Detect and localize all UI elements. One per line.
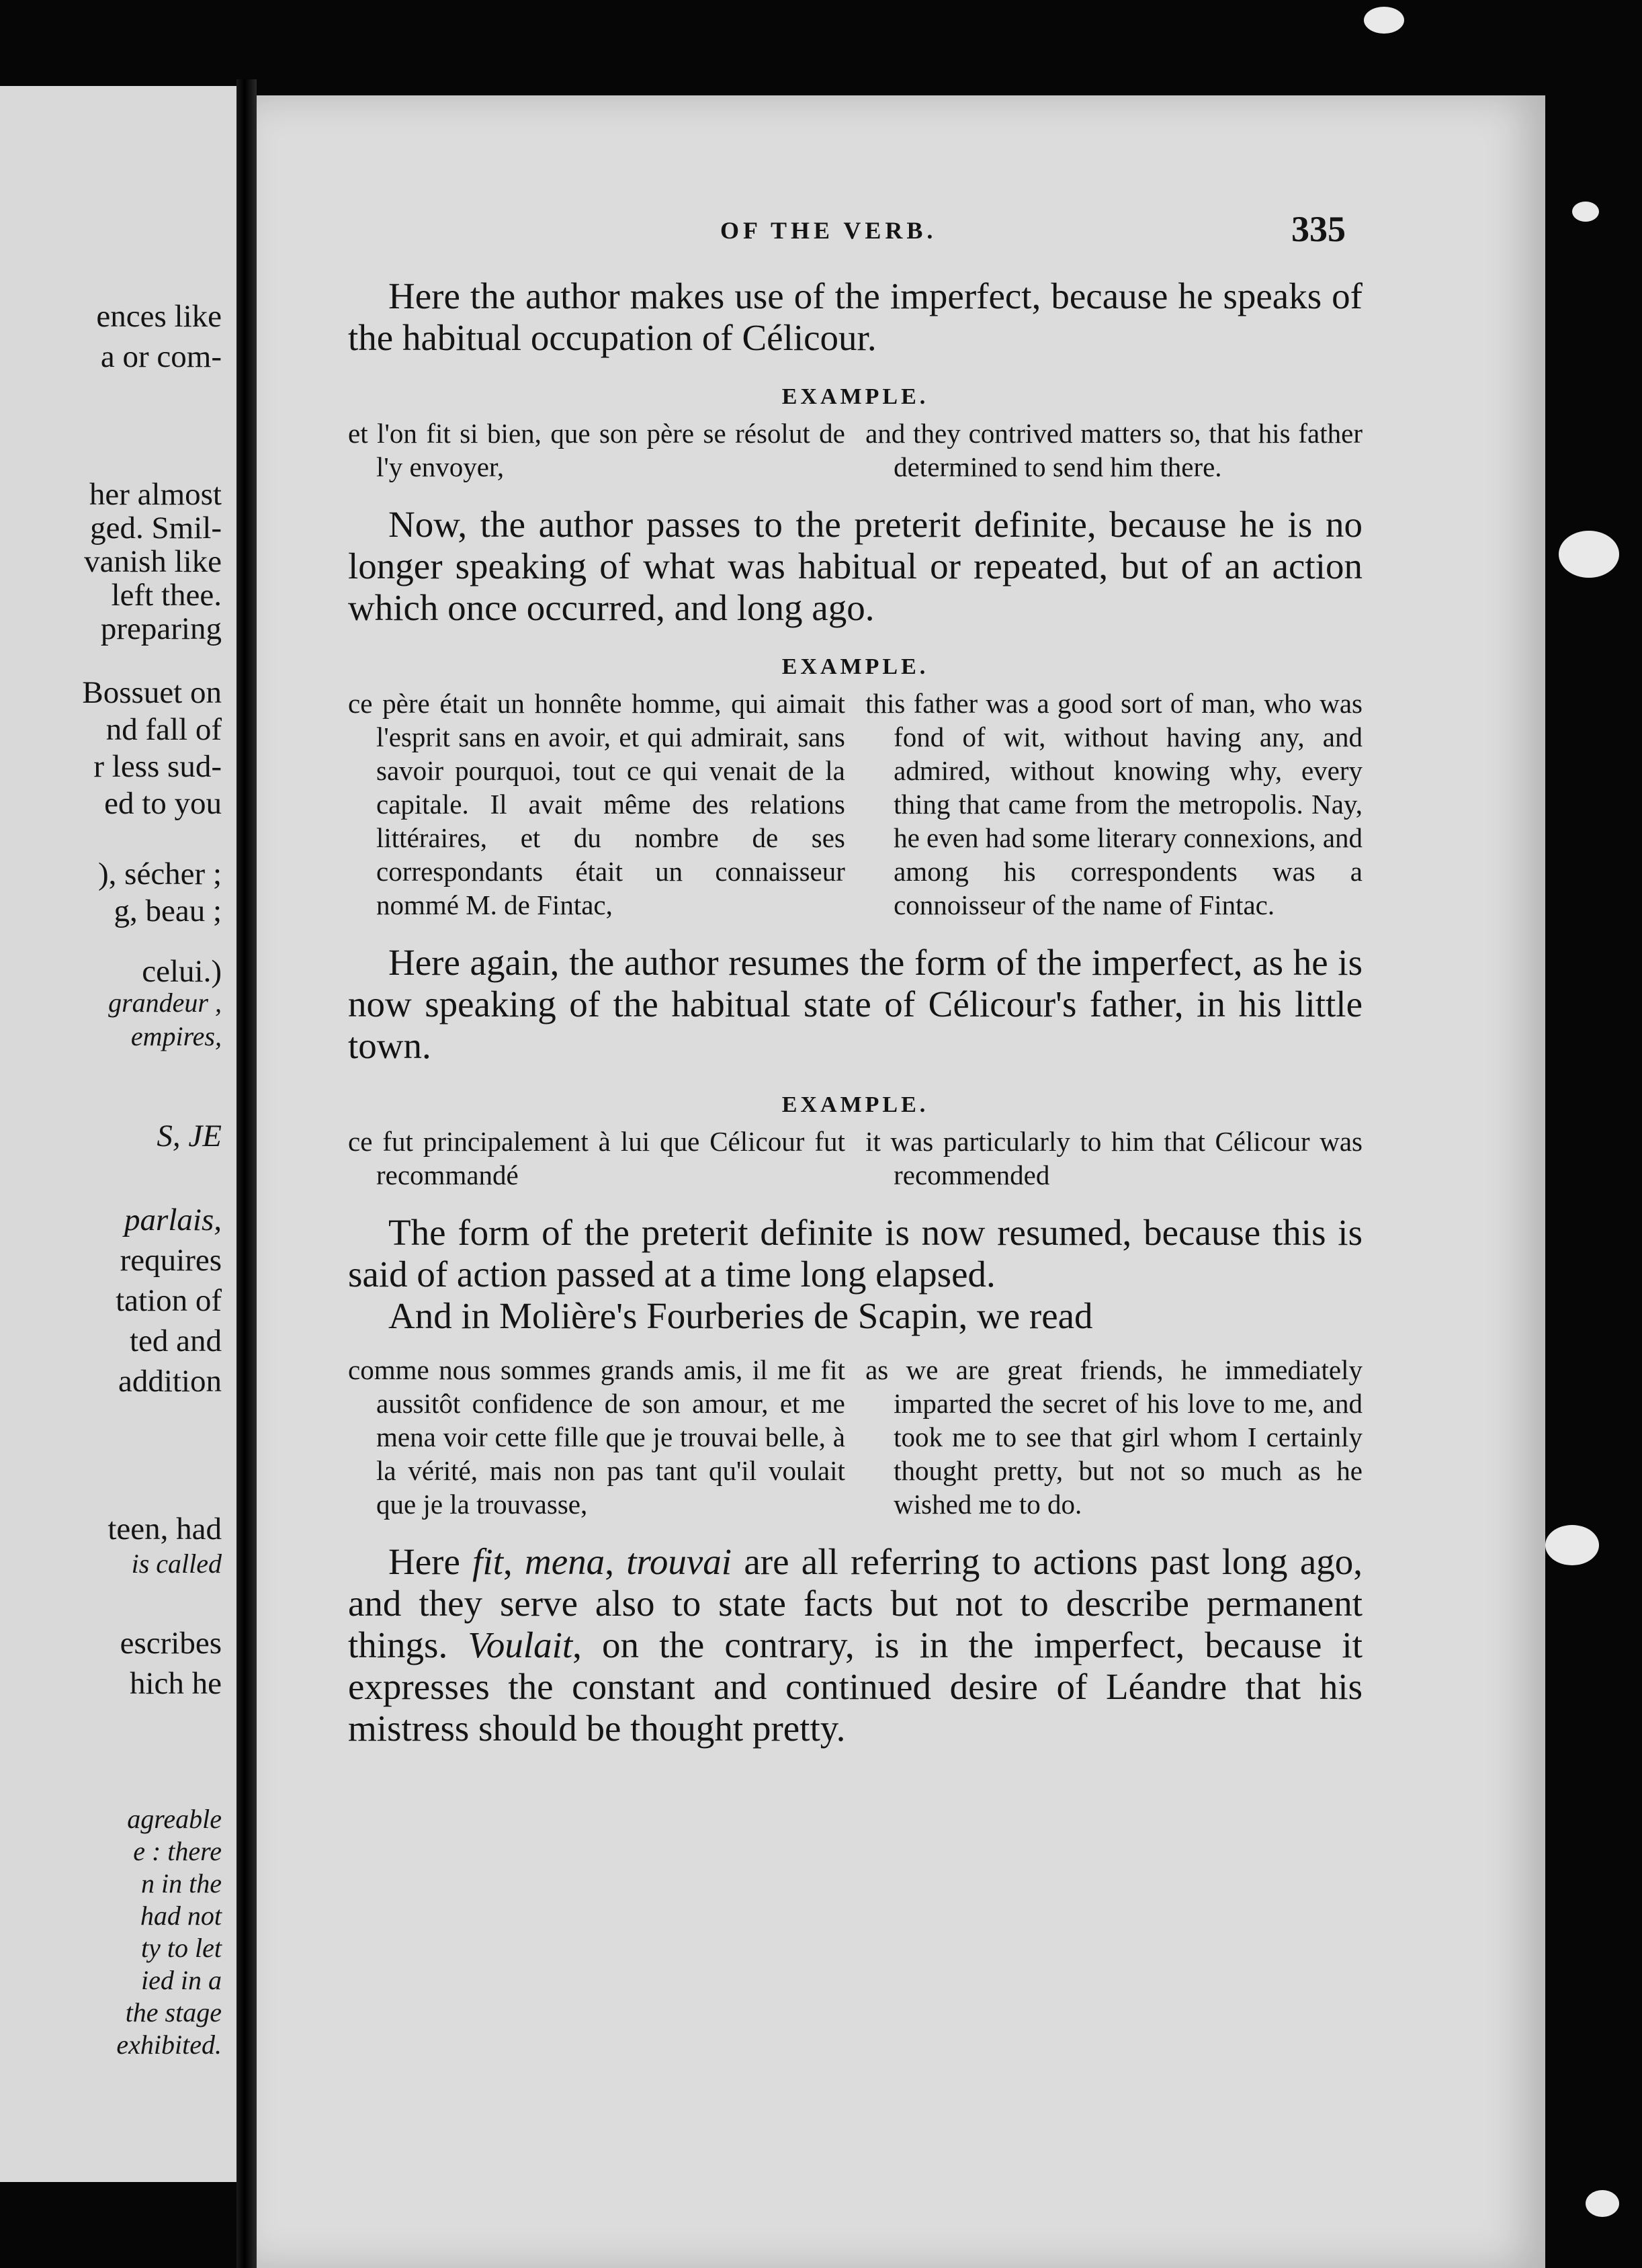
left-fragment: agreable xyxy=(127,1804,222,1834)
left-fragment: ted and xyxy=(129,1323,222,1358)
example-block xyxy=(348,417,1363,484)
example-french xyxy=(348,1125,845,1192)
paragraph-text: Here xyxy=(388,1541,473,1582)
dust-speck xyxy=(1559,531,1619,578)
example-english xyxy=(865,1353,1363,1521)
example-english-text: this father was a good sort of man, who was fond of wit, without having any, and admired, without knowing why, every thing that came from the metropolis. Nay, he even had some literary connexions, and among his correspondents was a connoisseur of the name of Fintac. xyxy=(865,688,1363,920)
left-fragment: r less sud- xyxy=(93,749,222,784)
paragraph: Here again, the author resumes the form of the imperfect, as he is now speaking of the habitual state of Célicour's father, in his little town. xyxy=(348,942,1363,1066)
example-french-text: ce fut principalement à lui que Célicour fut recommandé xyxy=(348,1126,845,1190)
page-number: 335 xyxy=(1291,209,1346,249)
left-fragment: ed to you xyxy=(104,786,222,821)
left-fragment: requires xyxy=(120,1243,222,1278)
paragraph: And in Molière's Fourberies de Scapin, we read xyxy=(388,1295,1093,1336)
main-page xyxy=(257,95,1545,2268)
dust-speck xyxy=(1545,1525,1599,1565)
left-fragment: hich he xyxy=(129,1666,222,1701)
example-english-text: it was particularly to him that Célicour was recommended xyxy=(865,1126,1363,1190)
left-fragment: n in the xyxy=(141,1868,222,1899)
left-fragment: S, JE xyxy=(157,1119,222,1153)
example-heading: EXAMPLE. xyxy=(781,1092,929,1117)
example-english-text: as we are great friends, he immediately imparted the secret of his love to me, and took me to see that girl whom I certainly thought pretty, but not so much as he wished me to do. xyxy=(865,1354,1363,1520)
emphasis-word: trouvai xyxy=(626,1541,732,1582)
left-fragment: e : there xyxy=(133,1836,222,1866)
example-french xyxy=(348,417,845,484)
left-fragment: had not xyxy=(140,1901,222,1931)
example-block xyxy=(348,687,1363,922)
left-fragment: vanish like xyxy=(84,544,222,579)
page-content xyxy=(348,275,1363,1749)
left-fragment: addition xyxy=(118,1364,222,1399)
left-fragment: g, beau ; xyxy=(114,893,222,928)
dust-speck xyxy=(1586,2190,1619,2217)
left-fragment: escribes xyxy=(120,1626,222,1661)
example-french-text: et l'on fit si bien, que son père se résolut de l'y envoyer, xyxy=(348,418,845,482)
left-fragment: teen, had xyxy=(107,1512,222,1546)
paragraph-text: , xyxy=(605,1541,627,1582)
paragraph-text: , on the contrary, is in the imperfect, because it expresses the constant and continued desire of Léandre that his mistress should be thought pretty. xyxy=(348,1624,1363,1749)
example-heading: EXAMPLE. xyxy=(781,654,929,679)
left-fragment: celui.) xyxy=(142,954,222,989)
example-french-text: comme nous sommes grands amis, il me fit aussitôt confidence de son amour, et me mena voir cette fille que je trouvai belle, à la vérité, mais non pas tant qu'il voulait que je la trouvasse, xyxy=(348,1354,845,1520)
paragraph xyxy=(348,1541,1363,1749)
paragraph-text: are all referring to actions past long ago, and they serve also to state facts but not to describe permanent things. xyxy=(348,1541,1363,1665)
dust-speck xyxy=(1572,202,1599,222)
emphasis-word: mena xyxy=(525,1541,605,1582)
example-english-text: and they contrived matters so, that his father determined to send him there. xyxy=(865,418,1363,482)
example-french xyxy=(348,1353,845,1521)
left-fragment: parlais, xyxy=(124,1203,222,1237)
example-french xyxy=(348,687,845,922)
left-fragment: exhibited. xyxy=(116,2030,222,2060)
left-fragment: empires, xyxy=(130,1021,222,1051)
emphasis-word: fit xyxy=(472,1541,503,1582)
dust-speck xyxy=(1364,7,1404,34)
example-english xyxy=(865,687,1363,922)
left-fragment: preparing xyxy=(100,611,222,646)
left-facing-page xyxy=(0,86,236,2182)
paragraph: Now, the author passes to the preterit definite, because he is no longer speaking of what was habitual or repeated, but of an action which once occurred, and long ago. xyxy=(348,504,1363,628)
left-fragment: her almost xyxy=(89,477,222,512)
left-fragment: left thee. xyxy=(111,578,222,613)
paragraph-text: , xyxy=(503,1541,525,1582)
left-fragment: a or com- xyxy=(100,339,222,374)
left-fragment: tation of xyxy=(116,1283,222,1318)
book-gutter xyxy=(236,79,257,2268)
left-fragment: is called xyxy=(131,1549,222,1579)
example-block xyxy=(348,1125,1363,1192)
left-fragment: ences like xyxy=(96,299,222,334)
left-fragment: the stage xyxy=(125,1997,222,2027)
left-fragment: Bossuet on xyxy=(82,675,222,710)
example-english xyxy=(865,417,1363,484)
emphasis-word: Voulait xyxy=(468,1624,573,1665)
running-title: OF THE VERB. xyxy=(720,217,937,244)
example-english xyxy=(865,1125,1363,1192)
left-fragment: nd fall of xyxy=(105,712,222,747)
example-french-text: ce père était un honnête homme, qui aimait l'esprit sans en avoir, et qui admirait, sans savoir pourquoi, tout ce qui venait de la capitale. Il avait même des relations littéraires, et du nombre de ses correspondants était un connaisseur nommé M. de Fintac, xyxy=(348,688,845,920)
left-fragment: grandeur , xyxy=(108,988,222,1018)
left-fragment: ged. Smil- xyxy=(90,511,222,546)
paragraph: The form of the preterit definite is now resumed, because this is said of action passed at a time long elapsed. xyxy=(348,1212,1363,1295)
left-fragment: ty to let xyxy=(141,1933,222,1963)
example-heading: EXAMPLE. xyxy=(781,384,929,409)
paragraph: Here the author makes use of the imperfect, because he speaks of the habitual occupation of Célicour. xyxy=(348,275,1363,358)
left-fragment: ), sécher ; xyxy=(98,857,222,891)
left-fragment: ied in a xyxy=(141,1965,222,1995)
example-block xyxy=(348,1353,1363,1521)
